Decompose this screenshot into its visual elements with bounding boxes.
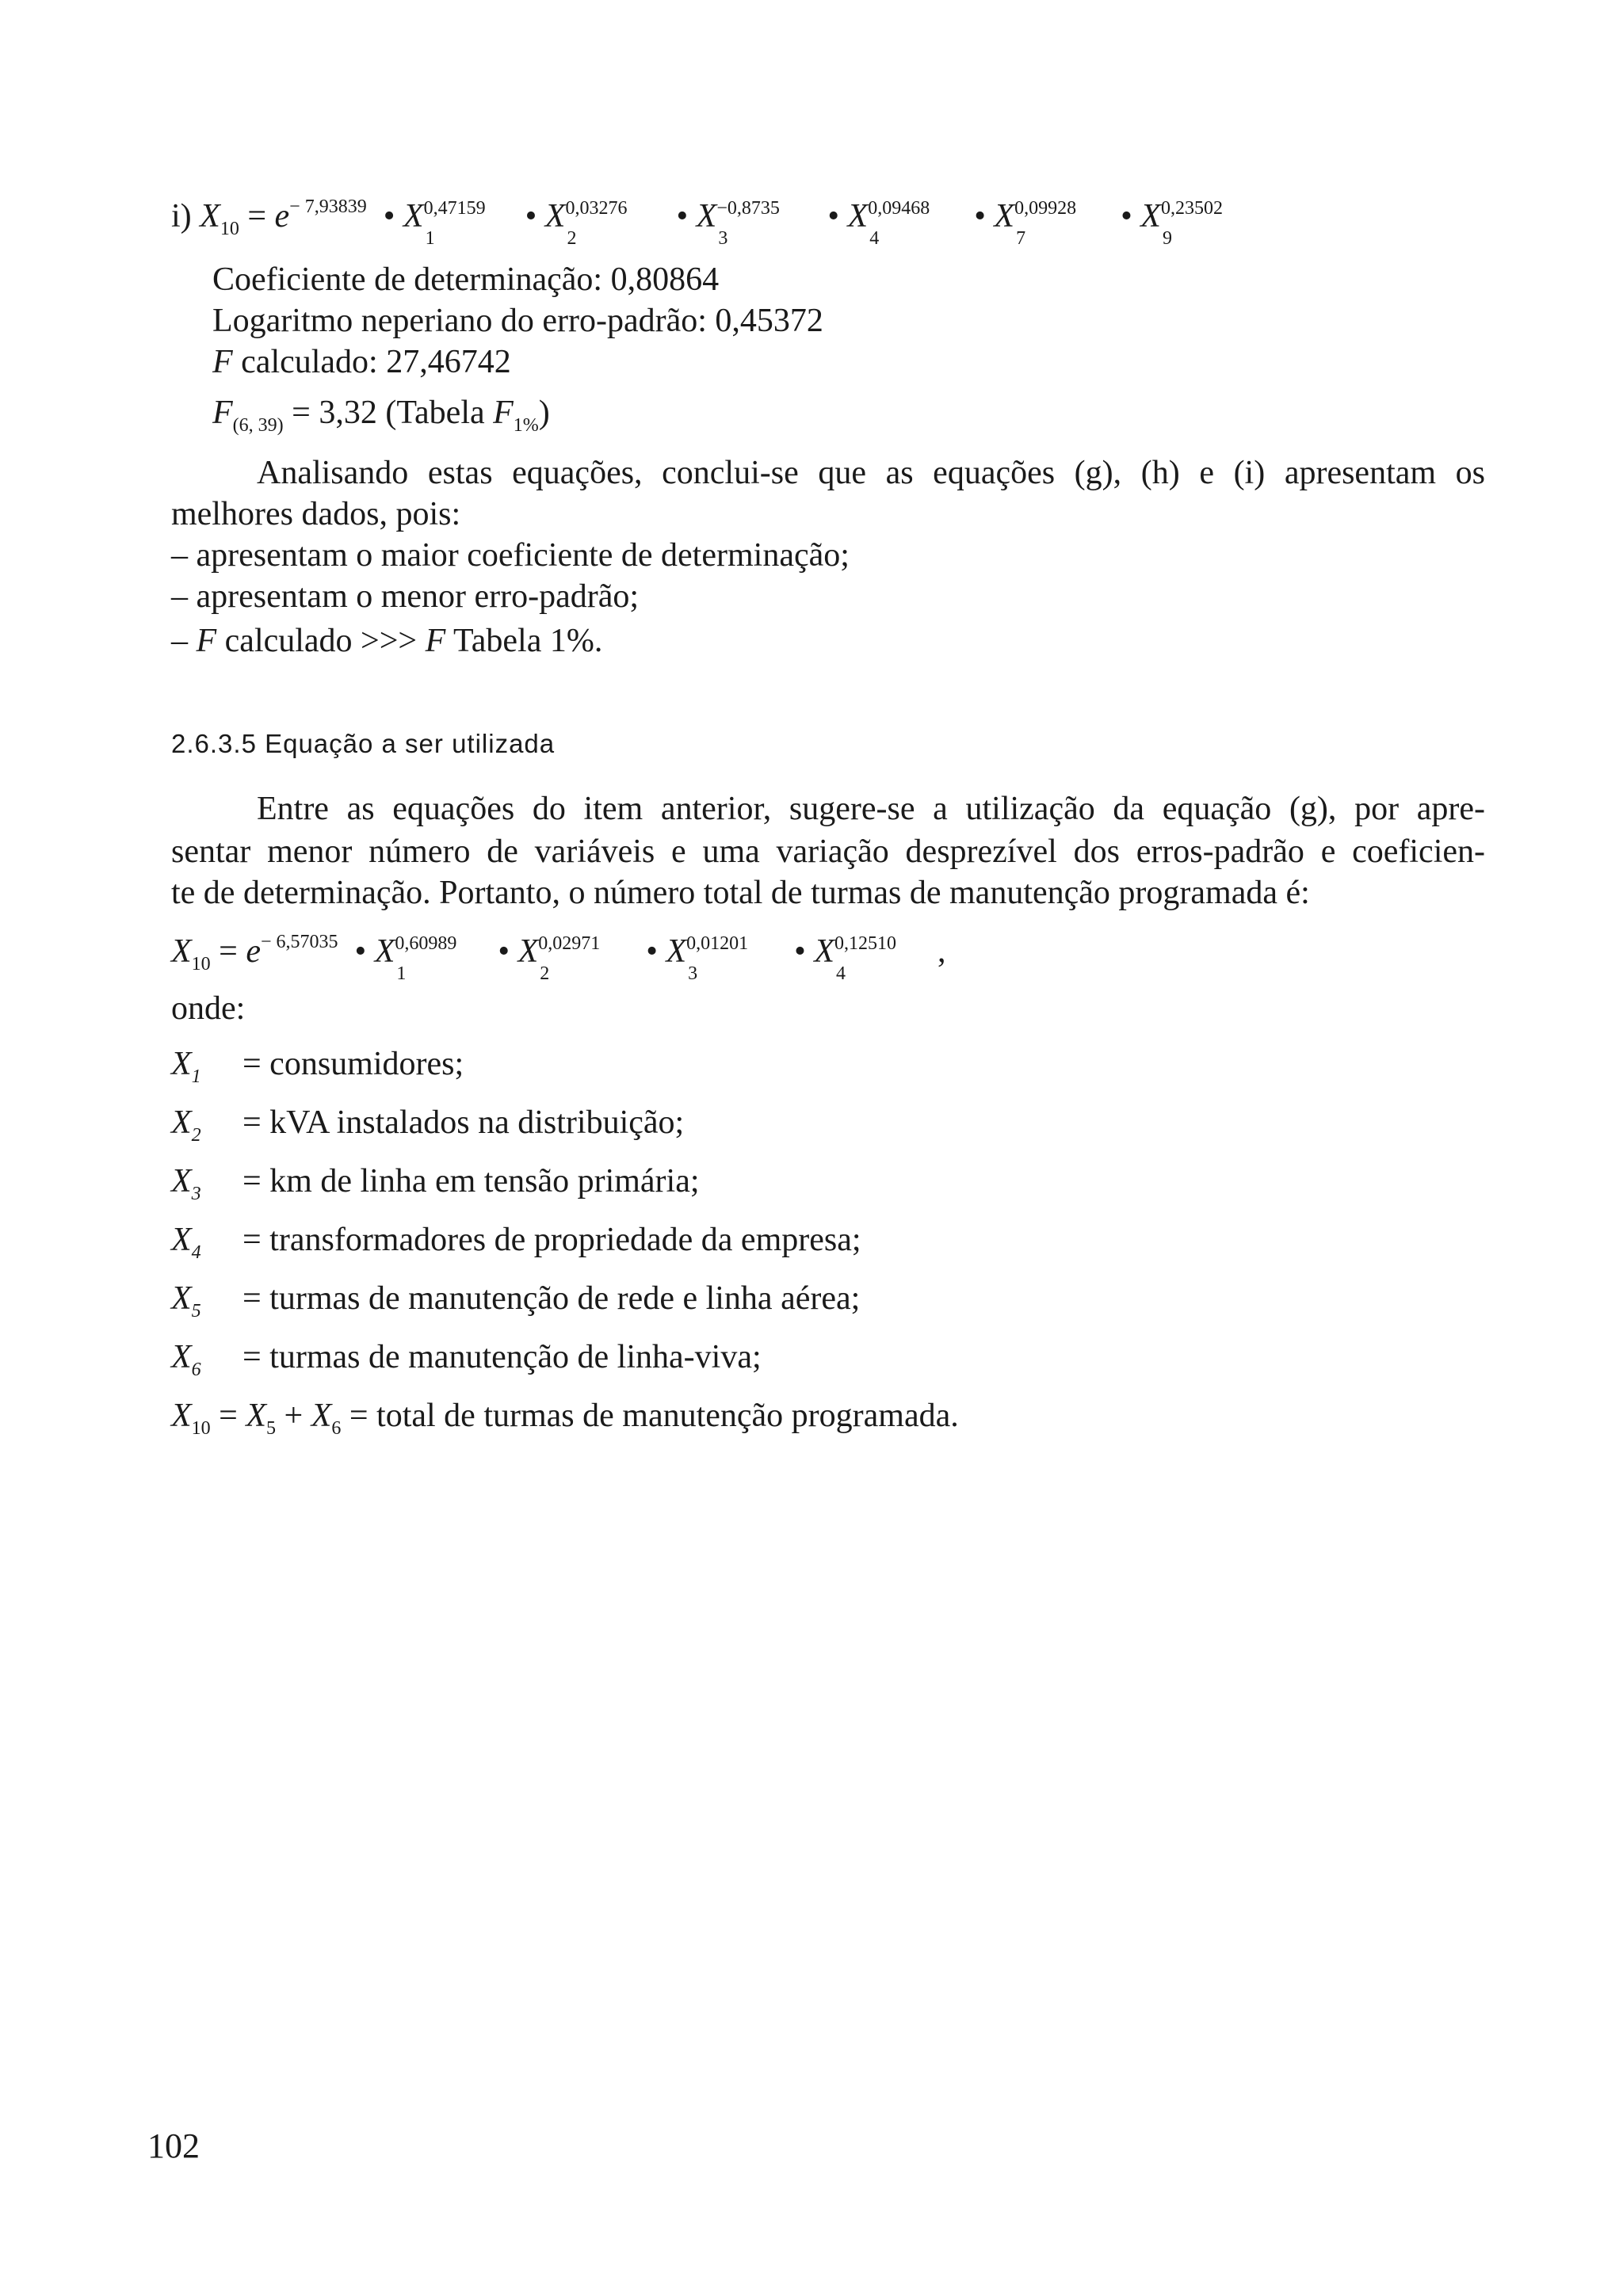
eqf-term-sub: 4 — [836, 963, 846, 984]
bullet-var2: F — [425, 623, 446, 659]
coef-line: Coeficiente de determinação: 0,80864 — [212, 261, 720, 298]
final-plus: + — [284, 1398, 304, 1434]
eq-term-sub: 4 — [869, 228, 880, 249]
final-var: X — [171, 1398, 192, 1434]
ftab-sub: (6, 39) — [232, 415, 284, 436]
eq-term-var: X — [847, 198, 869, 235]
bullet-1: – apresentam o maior coeficiente de determinação; — [171, 537, 850, 574]
def-sub: 2 — [191, 1125, 201, 1146]
definition-row — [171, 1280, 861, 1322]
eqf-term-exp: 0,01201 — [686, 933, 749, 954]
def-text: = consumidores; — [242, 1046, 464, 1082]
eq-term-exp: 0,47159 — [423, 198, 486, 219]
def-text: = km de linha em tensão primária; — [242, 1163, 700, 1199]
final-eq: = — [219, 1398, 238, 1434]
eqf-base-exp: − 6,57035 — [261, 932, 338, 952]
eq-term-exp: −0,8735 — [716, 198, 780, 219]
ftab-var: F — [212, 395, 233, 431]
final-sub3: 6 — [331, 1418, 342, 1439]
eq-term-sub: 3 — [718, 228, 728, 249]
eqf-term-exp: 0,02971 — [538, 933, 601, 954]
def-var: X — [171, 1163, 192, 1199]
eqf-term-exp: 0,60989 — [395, 933, 457, 954]
eqf-term-var: X — [814, 933, 835, 970]
final-var2: X — [246, 1398, 266, 1434]
def-sub: 6 — [191, 1360, 201, 1380]
section-heading: 2.6.3.5 Equação a ser utilizada — [171, 729, 556, 758]
eqf-dot: • — [498, 933, 510, 970]
eqf-term-sub: 1 — [396, 963, 407, 984]
eq-dot: • — [383, 198, 395, 235]
page-number: 102 — [147, 2126, 200, 2165]
eq-dot: • — [1121, 198, 1132, 235]
fcalc-line — [212, 345, 511, 379]
eqf-trail: , — [938, 933, 946, 970]
def-text: = turmas de manutenção de linha-viva; — [242, 1339, 762, 1375]
analysis-line-1: Analisando estas equações, conclui-se que as equações (g), (h) e (i) apresentam os — [257, 455, 1485, 491]
eq-equals: = — [247, 198, 266, 235]
def-text: = transformadores de propriedade da empresa; — [242, 1222, 861, 1258]
def-sub: 5 — [191, 1301, 201, 1322]
eqf-dot: • — [646, 933, 659, 970]
final-sub2: 5 — [266, 1418, 276, 1439]
eqf-term-var: X — [517, 933, 539, 970]
definition-row-total — [171, 1398, 959, 1439]
paragraph-line-2: sentar menor número de variáveis e uma variação desprezível dos erros-padrão e coeficien- — [171, 833, 1485, 870]
eqf-term-var: X — [374, 933, 395, 970]
eq-lhs-sub: 10 — [220, 219, 239, 239]
def-var: X — [171, 1222, 192, 1258]
definition-row — [171, 1163, 700, 1204]
eqf-base: e — [246, 933, 261, 970]
eq-term-sub: 1 — [425, 228, 435, 249]
equation-final — [171, 932, 946, 984]
fcalc-text: calculado: 27,46742 — [241, 344, 511, 380]
eqf-term-sub: 2 — [540, 963, 550, 984]
def-sub: 1 — [191, 1066, 201, 1087]
definition-row — [171, 1104, 685, 1146]
eq-term-var: X — [403, 198, 424, 235]
eqf-term-var: X — [666, 933, 687, 970]
eqf-lhs-var: X — [171, 933, 192, 970]
eq-dot: • — [974, 198, 986, 235]
eq-term-exp: 0,09468 — [868, 198, 930, 219]
definition-row — [171, 1339, 762, 1380]
eqf-equals: = — [219, 933, 238, 970]
bullet-dash: – — [171, 623, 188, 659]
eqf-dot: • — [354, 933, 367, 970]
eqf-term-exp: 0,12510 — [834, 933, 897, 954]
eq-term-exp: 0,03276 — [565, 198, 628, 219]
eq-lhs-var: X — [200, 198, 220, 235]
def-text: = kVA instalados na distribuição; — [242, 1104, 685, 1141]
eq-term-sub: 9 — [1162, 228, 1172, 249]
eq-term-var: X — [696, 198, 717, 235]
eq-term-sub: 2 — [567, 228, 577, 249]
fcalc-var: F — [212, 344, 233, 380]
eq-term-var: X — [1140, 198, 1161, 235]
bullet-3 — [171, 624, 602, 658]
eq-dot: • — [676, 198, 689, 235]
def-var: X — [171, 1046, 192, 1082]
bullet-2: – apresentam o menor erro-padrão; — [171, 578, 640, 615]
eq-base-exp: − 7,93839 — [289, 196, 367, 217]
ftab-var2: F — [493, 395, 514, 431]
eq-base: e — [274, 198, 290, 235]
paragraph-line-1: Entre as equações do item anterior, sugere-se a utilização da equação (g), por apre- — [257, 791, 1485, 827]
eqf-term-sub: 3 — [688, 963, 698, 984]
definition-row — [171, 1222, 861, 1263]
paragraph-line-3: te de determinação. Portanto, o número total de turmas de manutenção programada é: — [171, 875, 1310, 911]
ftab-end: ) — [538, 395, 550, 431]
def-sub: 3 — [191, 1184, 201, 1204]
eq-term-var: X — [994, 198, 1015, 235]
bullet-mid: calculado >>> — [224, 623, 418, 659]
final-text: = total de turmas de manutenção programada. — [349, 1398, 959, 1434]
ftab-sub2: 1% — [513, 415, 539, 436]
final-sub: 10 — [191, 1418, 211, 1439]
eqf-dot: • — [794, 933, 806, 970]
ftab-line — [212, 395, 550, 436]
eq-dot: • — [525, 198, 537, 235]
eq-term-exp: 0,23502 — [1160, 198, 1223, 219]
onde-label: onde: — [171, 990, 246, 1027]
ftab-mid: = 3,32 (Tabela — [292, 395, 485, 431]
bullet-end: Tabela 1%. — [453, 623, 603, 659]
def-var: X — [171, 1339, 192, 1375]
eq-term-exp: 0,09928 — [1014, 198, 1077, 219]
def-var: X — [171, 1280, 192, 1317]
eq-term-sub: 7 — [1016, 228, 1026, 249]
analysis-line-2: melhores dados, pois: — [171, 496, 461, 532]
log-line: Logaritmo neperiano do erro-padrão: 0,45372 — [212, 303, 823, 339]
def-var: X — [171, 1104, 192, 1141]
bullet-var: F — [196, 623, 217, 659]
def-text: = turmas de manutenção de rede e linha aérea; — [242, 1280, 861, 1317]
eq-dot: • — [827, 198, 840, 235]
final-var3: X — [311, 1398, 332, 1434]
eqf-lhs-sub: 10 — [191, 954, 211, 974]
equation-i — [171, 196, 1256, 249]
definition-row — [171, 1046, 464, 1087]
eq-term-var: X — [544, 198, 566, 235]
def-sub: 4 — [191, 1242, 201, 1263]
equation-label: i) — [171, 198, 192, 235]
